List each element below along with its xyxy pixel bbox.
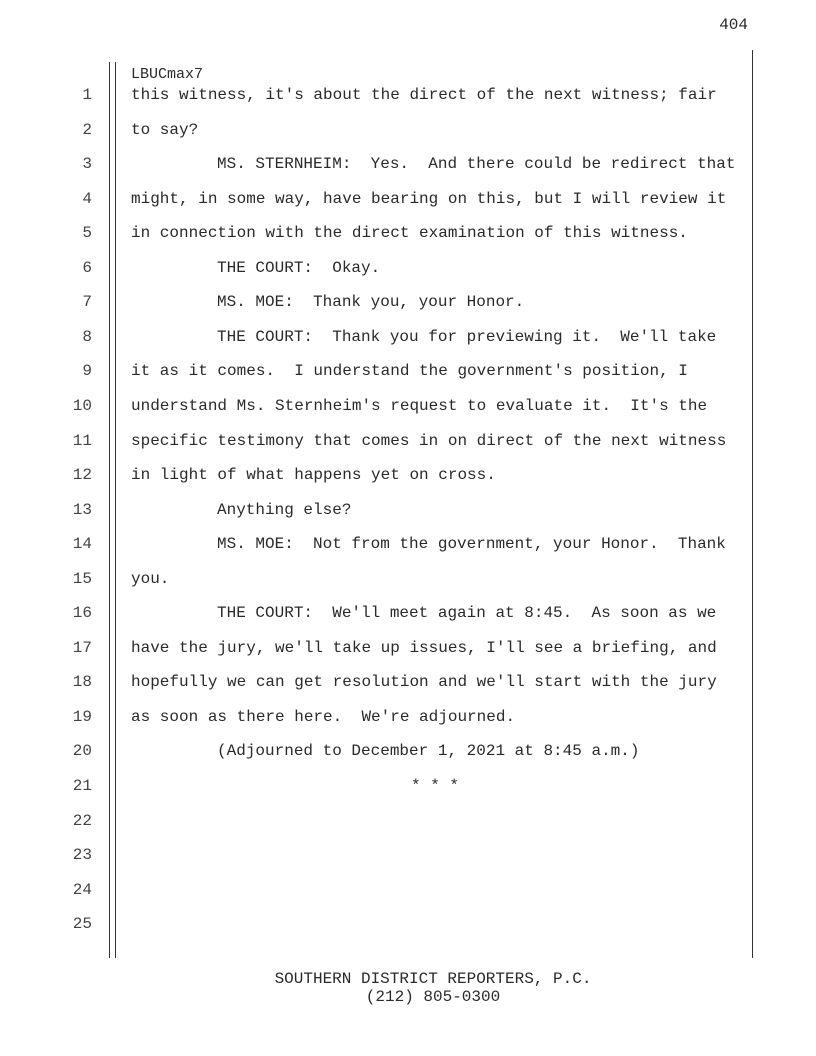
line-number: 20 — [72, 742, 92, 761]
left-margin-rule-inner — [115, 62, 116, 958]
line-number: 23 — [72, 846, 92, 865]
transcript-line: this witness, it's about the direct of the next witness; fair — [131, 86, 717, 104]
footer-phone: (212) 805-0300 — [365, 988, 501, 1006]
line-number: 24 — [72, 880, 92, 899]
transcript-line: understand Ms. Sternheim's request to evaluate it. It's the — [131, 396, 708, 415]
line-number: 7 — [82, 293, 92, 312]
transcript-line: to say? — [131, 120, 199, 139]
transcript-line: THE COURT: Okay. — [217, 258, 381, 277]
line-number: 8 — [82, 327, 92, 346]
line-number: 16 — [72, 604, 92, 623]
transcript-line: specific testimony that comes in on direct of the next witness — [131, 431, 727, 450]
transcript-line: (Adjourned to December 1, 2021 at 8:45 a.m.) — [217, 742, 640, 761]
transcript-line: as soon as there here. We're adjourned. — [131, 707, 516, 726]
transcript-line: might, in some way, have bearing on this, but I will review it — [131, 189, 727, 208]
transcript-line: in light of what happens yet on cross. — [131, 466, 496, 485]
transcript-line: have the jury, we'll take up issues, I'll see a briefing, and — [131, 638, 717, 657]
transcript-line: you. — [131, 569, 170, 588]
left-margin-rule — [109, 62, 110, 958]
line-number: 25 — [72, 915, 92, 934]
line-number: 18 — [72, 673, 92, 692]
transcript-line: MS. MOE: Thank you, your Honor. — [217, 293, 525, 312]
transcript-line: MS. MOE: Not from the government, your Honor. Thank — [217, 535, 726, 554]
line-number: 11 — [72, 431, 92, 450]
line-number: 9 — [82, 362, 92, 381]
line-number: 3 — [82, 155, 92, 174]
page-number: 404 — [719, 16, 748, 34]
line-number: 22 — [72, 811, 92, 830]
transcript-line: THE COURT: We'll meet again at 8:45. As soon as we — [217, 604, 717, 623]
transcript-line: it as it comes. I understand the government's position, I — [131, 362, 688, 381]
line-number: 15 — [72, 569, 92, 588]
line-number: 4 — [82, 189, 92, 208]
line-number: 10 — [72, 396, 92, 415]
page-header: LBUCmax7 — [131, 66, 204, 83]
transcript-line: * * * — [411, 777, 460, 795]
line-number: 21 — [72, 777, 92, 795]
line-number: 5 — [82, 224, 92, 243]
transcript-line: MS. STERNHEIM: Yes. And there could be redirect that — [217, 155, 736, 174]
line-number: 14 — [72, 535, 92, 554]
line-number: 6 — [82, 258, 92, 277]
transcript-line: in connection with the direct examination of this witness. — [131, 224, 688, 243]
line-number: 12 — [72, 466, 92, 485]
transcript-line: THE COURT: Thank you for previewing it. We'll take — [217, 327, 717, 346]
transcript-line: hopefully we can get resolution and we'll start with the jury — [131, 673, 717, 692]
right-margin-rule — [752, 50, 753, 958]
line-number: 1 — [82, 86, 92, 104]
line-number: 17 — [72, 638, 92, 657]
footer-reporter: SOUTHERN DISTRICT REPORTERS, P.C. — [274, 970, 592, 988]
line-number: 19 — [72, 707, 92, 726]
line-number: 2 — [82, 120, 92, 139]
line-number: 13 — [72, 500, 92, 519]
transcript-line: Anything else? — [217, 500, 352, 519]
